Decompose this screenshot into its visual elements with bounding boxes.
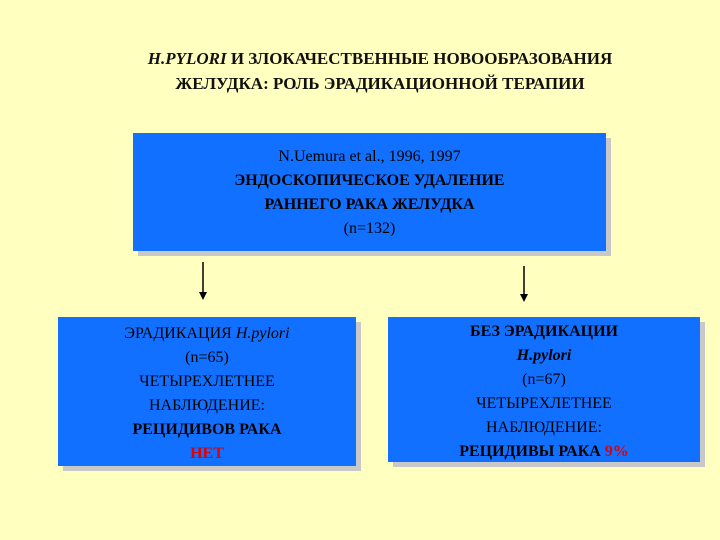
eradication-result: РЕЦИДИВОВ РАКА bbox=[132, 421, 282, 438]
left-arrow bbox=[196, 262, 210, 302]
no-eradication-result-value: 9% bbox=[604, 443, 629, 460]
no-eradication-result bbox=[388, 440, 700, 464]
eradication-box bbox=[58, 317, 356, 466]
eradication-heading-text: ЭРАДИКАЦИЯ bbox=[124, 325, 236, 342]
eradication-sample-size: (n=65) bbox=[185, 349, 229, 366]
eradication-follow-up-2: НАБЛЮДЕНИЕ: bbox=[148, 397, 265, 414]
study-heading-2: РАННЕГО РАКА ЖЕЛУДКА bbox=[264, 196, 475, 213]
no-eradication-heading: БЕЗ ЭРАДИКАЦИИ bbox=[470, 323, 618, 340]
study-sample-size: (n=132) bbox=[343, 220, 396, 237]
eradication-heading bbox=[58, 322, 356, 346]
eradication-follow-up-1: ЧЕТЫРЕХЛЕТНЕЕ bbox=[139, 373, 275, 390]
no-eradication-sample-size: (n=67) bbox=[522, 371, 566, 388]
no-eradication-box bbox=[388, 317, 700, 462]
study-box bbox=[133, 133, 606, 251]
title-line-1 bbox=[60, 46, 700, 71]
study-citation: N.Uemura et al., 1996, 1997 bbox=[278, 148, 461, 165]
study-heading-1: ЭНДОСКОПИЧЕСКОЕ УДАЛЕНИЕ bbox=[234, 172, 505, 189]
no-eradication-result-text: РЕЦИДИВЫ РАКА bbox=[459, 443, 605, 460]
title-line-1-text: И ЗЛОКАЧЕСТВЕННЫЕ НОВООБРАЗОВАНИЯ bbox=[226, 49, 613, 68]
no-eradication-heading-italic: H.pylori bbox=[516, 347, 572, 364]
title-line-2: ЖЕЛУДКА: РОЛЬ ЭРАДИКАЦИОННОЙ ТЕРАПИИ bbox=[175, 74, 585, 93]
no-eradication-follow-up-1: ЧЕТЫРЕХЛЕТНЕЕ bbox=[476, 395, 612, 412]
title-italic-term: H.PYLORI bbox=[147, 49, 227, 68]
slide-title bbox=[60, 46, 700, 96]
no-eradication-follow-up-2: НАБЛЮДЕНИЕ: bbox=[485, 419, 602, 436]
right-arrow bbox=[517, 266, 531, 306]
eradication-heading-italic: H.pylori bbox=[235, 325, 290, 342]
eradication-result-value: НЕТ bbox=[190, 445, 224, 462]
